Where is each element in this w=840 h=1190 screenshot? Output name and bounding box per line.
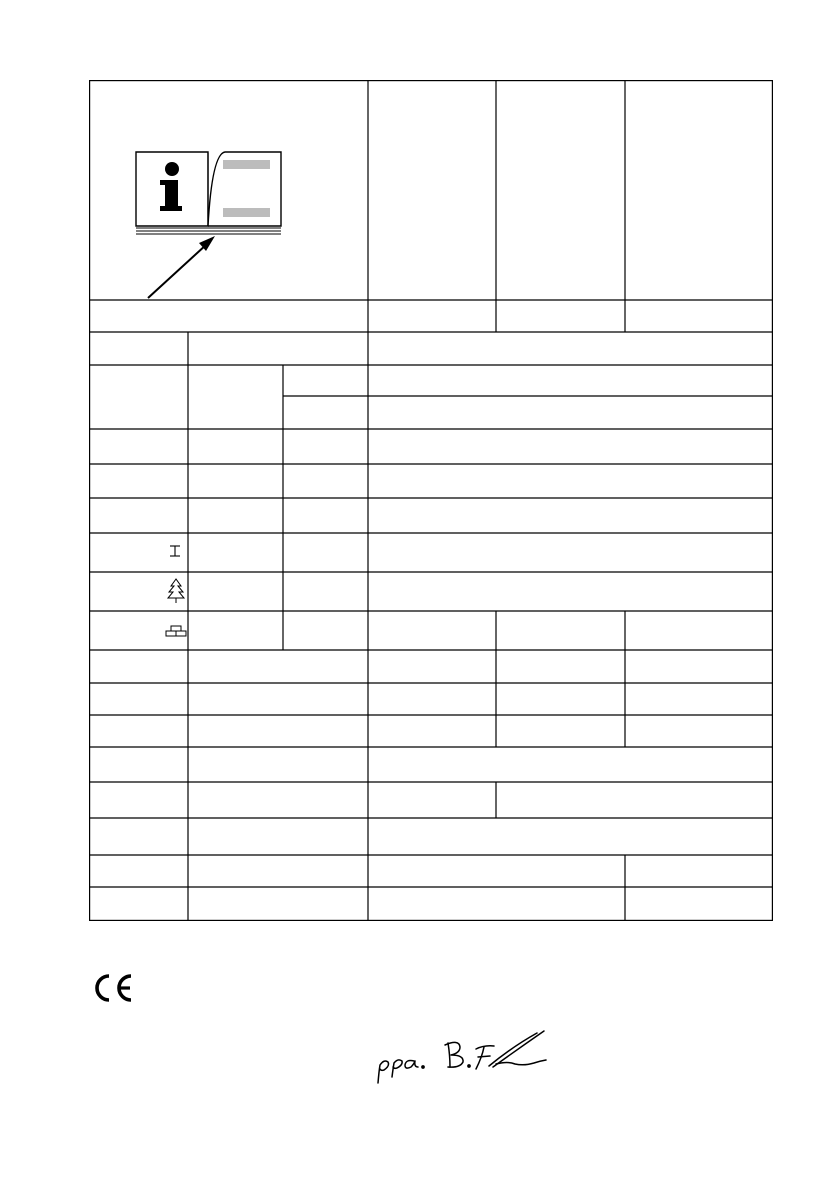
row-lines	[89, 300, 773, 887]
read-manual-icon	[136, 152, 281, 298]
brick-wall-icon	[166, 626, 186, 636]
data-table	[89, 80, 773, 921]
handwritten-signature	[372, 1025, 562, 1087]
tree-icon	[168, 579, 184, 603]
ce-mark	[90, 973, 134, 1003]
steel-beam-icon	[170, 546, 180, 556]
